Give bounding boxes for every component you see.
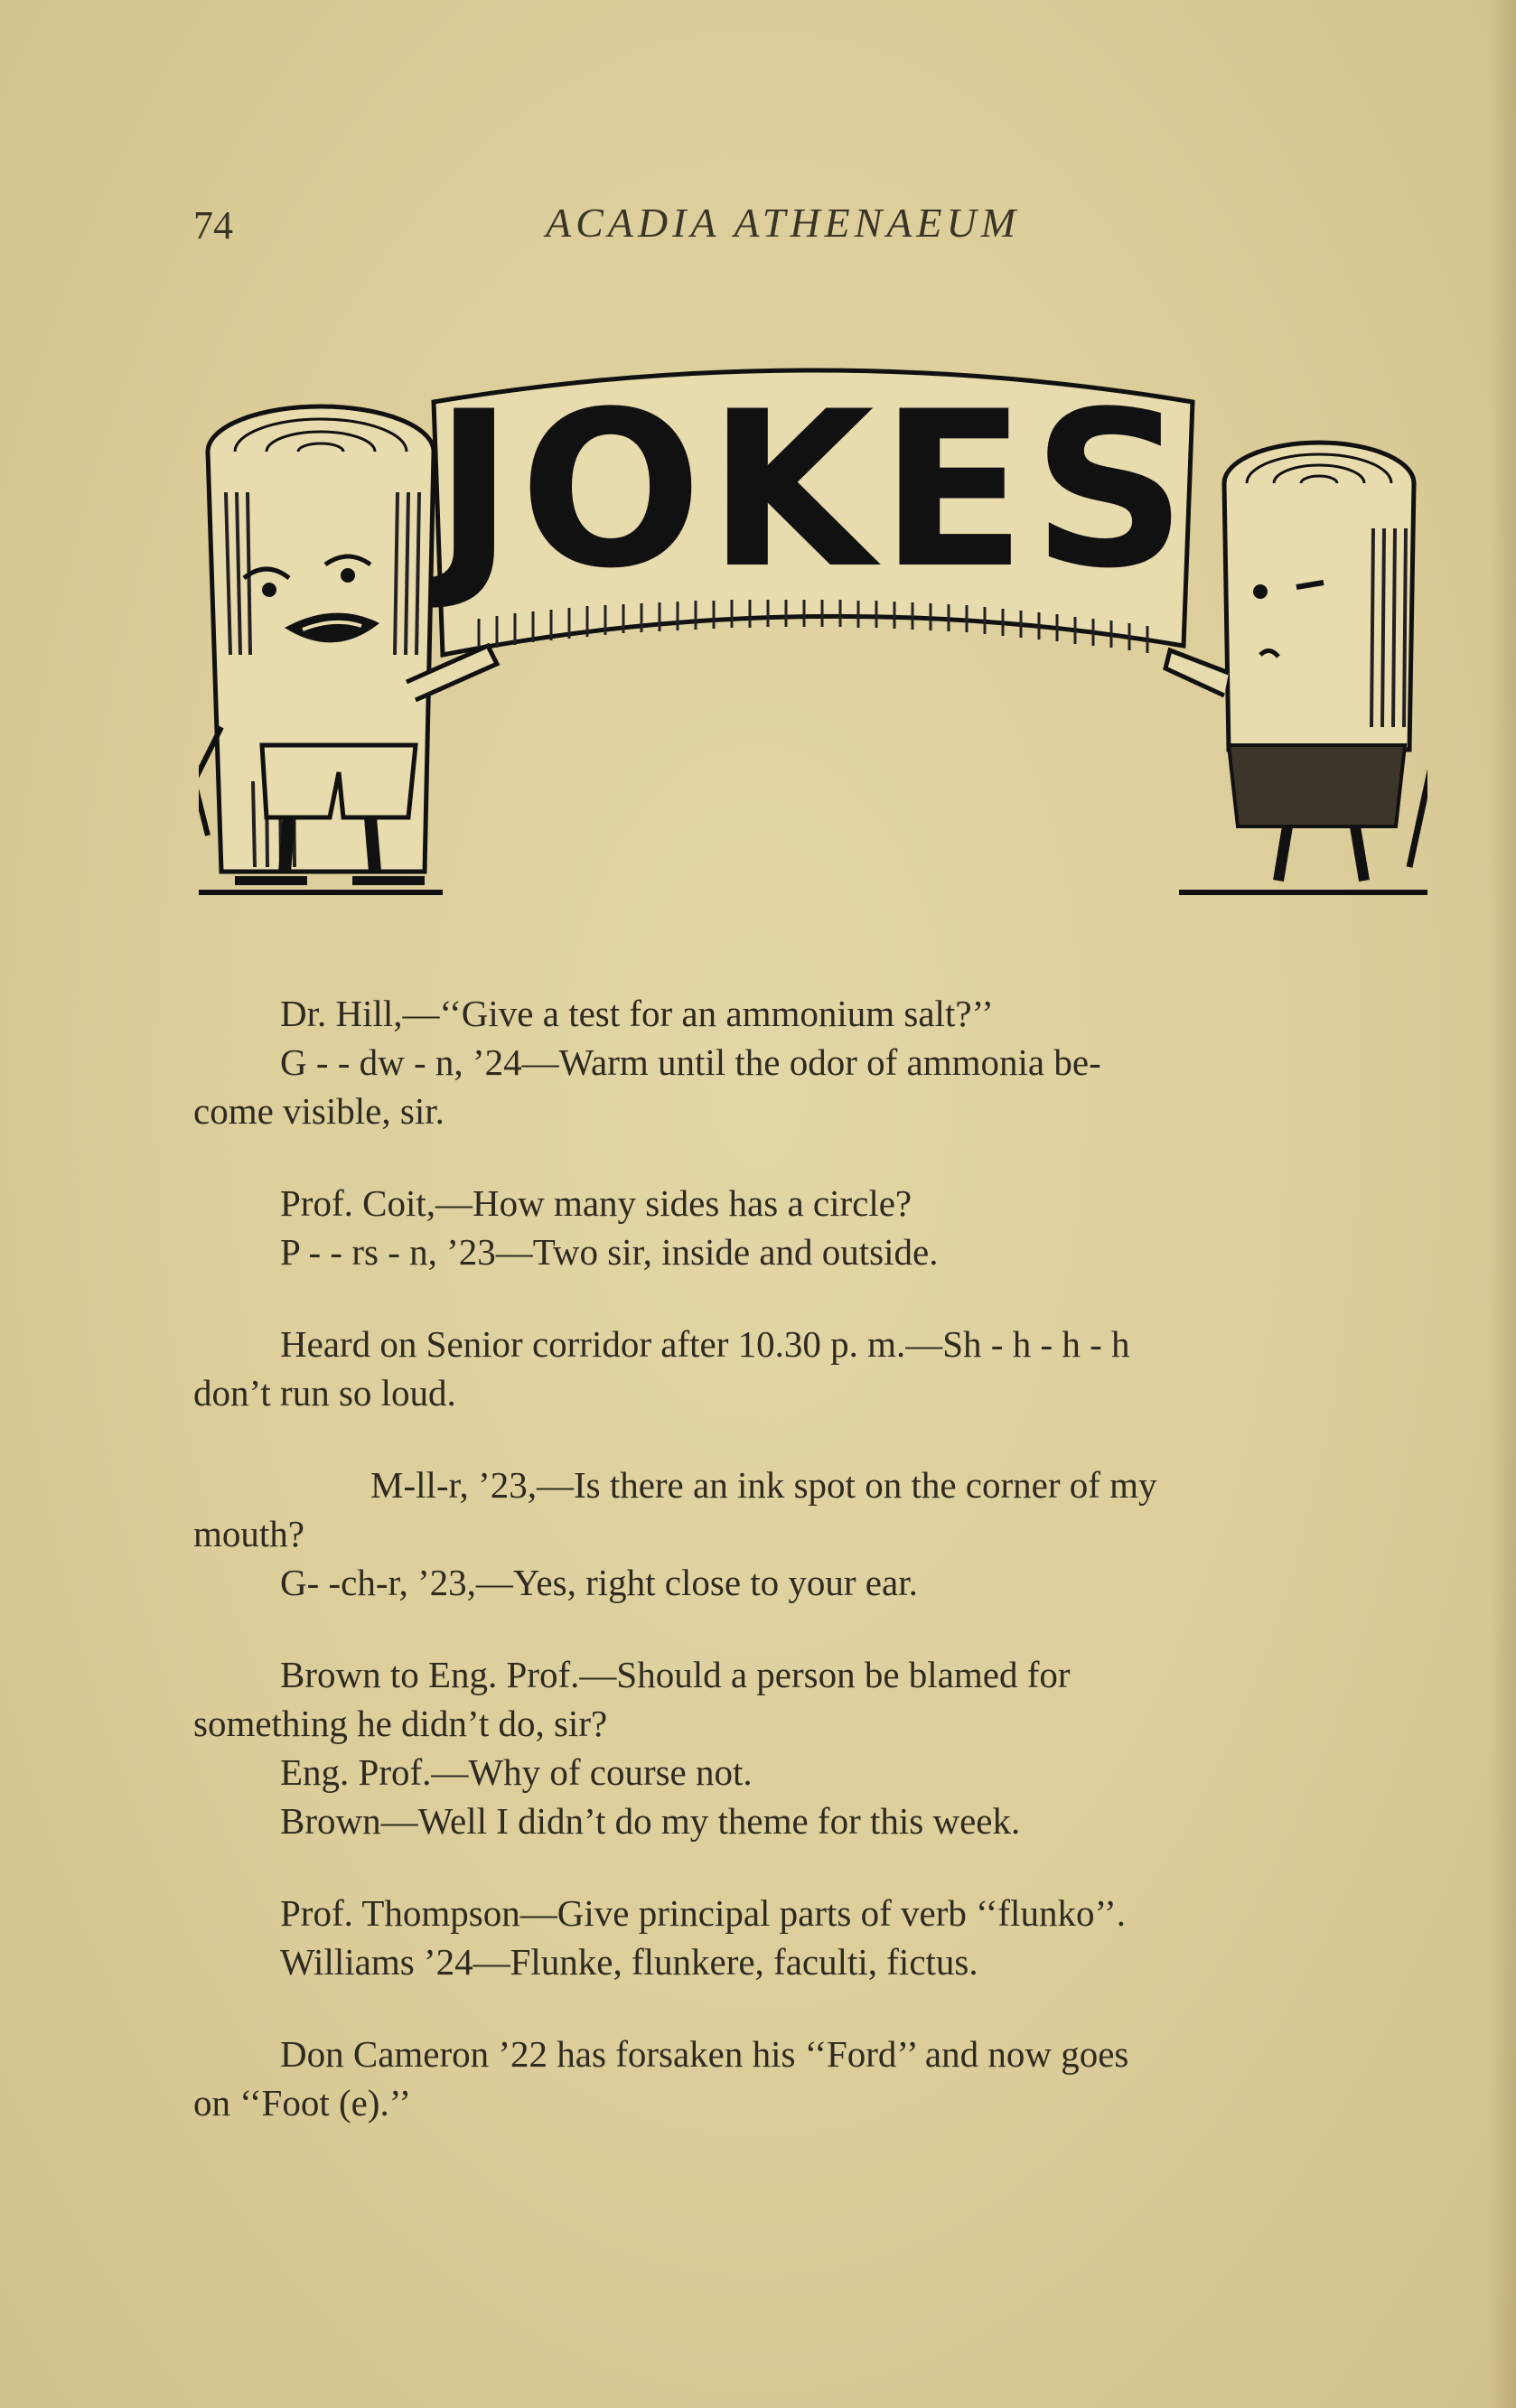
joke-line: come visible, sir.: [193, 1090, 445, 1132]
joke-circle-sides: [193, 1179, 1404, 1276]
page-edge-shadow: [1489, 0, 1516, 2408]
journal-title: ACADIA ATHENAEUM: [546, 200, 1021, 246]
joke-line: Heard on Senior corridor after 10.30 p. m.—Sh - h - h - h: [280, 1323, 1130, 1365]
joke-line: Prof. Coit,—How many sides has a circle?: [280, 1182, 912, 1224]
joke-ink-spot: [193, 1461, 1404, 1607]
joke-line: Brown—Well I didn’t do my theme for this week.: [280, 1800, 1021, 1842]
joke-line: Dr. Hill,—‘‘Give a test for an ammonium salt?’’: [280, 993, 994, 1034]
joke-line: don’t run so loud.: [193, 1372, 456, 1414]
joke-line: Williams ’24—Flunke, flunkere, faculti, fictus.: [280, 1941, 978, 1983]
joke-line: on ‘‘Foot (e).’’: [193, 2082, 411, 2123]
joke-line: Eng. Prof.—Why of course not.: [280, 1751, 753, 1793]
running-head: [193, 199, 1097, 253]
jokes-body: [193, 989, 1404, 2170]
banner-title: JOKES: [434, 366, 1193, 616]
joke-ammonium-salt: [193, 989, 1404, 1135]
jokes-banner-illustration: [199, 348, 1427, 912]
joke-ford: [193, 2030, 1404, 2127]
joke-line: M-ll-r, ’23,—Is there an ink spot on the corner of my: [370, 1464, 1157, 1506]
joke-senior-corridor: [193, 1320, 1404, 1417]
joke-line: mouth?: [193, 1513, 304, 1554]
joke-line: Prof. Thompson—Give principal parts of verb ‘‘flunko’’.: [280, 1892, 1126, 1934]
banner-artwork: [199, 348, 1427, 912]
joke-line: Don Cameron ’22 has forsaken his ‘‘Ford’’ and now goes: [280, 2033, 1129, 2075]
right-roll-character: [1165, 443, 1427, 892]
joke-line: Brown to Eng. Prof.—Should a person be blamed for: [280, 1654, 1071, 1695]
joke-line: something he didn’t do, sir?: [193, 1703, 608, 1744]
joke-line: P - - rs - n, ’23—Two sir, inside and outside.: [280, 1231, 939, 1273]
joke-line: G- -ch-r, ’23,—Yes, right close to your ear.: [280, 1562, 918, 1603]
joke-blamed-for-nothing: [193, 1650, 1404, 1845]
page-number: 74: [193, 203, 233, 247]
joke-flunko: [193, 1889, 1404, 1986]
joke-line: G - - dw - n, ’24—Warm until the odor of ammonia be-: [280, 1041, 1101, 1083]
